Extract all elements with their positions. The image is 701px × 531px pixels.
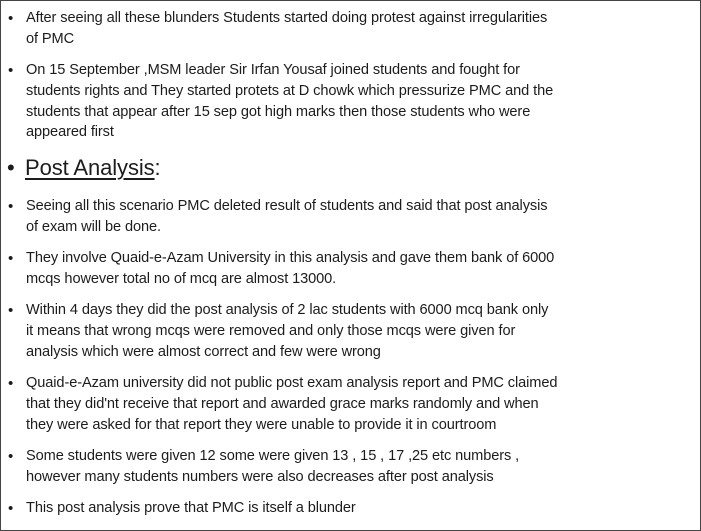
bullet-marker: • [8, 62, 14, 79]
bullet-text: After seeing all these blunders Students started doing protest against irregularities of PMC [26, 10, 548, 47]
heading-title: Post Analysis [25, 155, 155, 180]
heading-colon: : [154, 155, 161, 180]
bullet-text: They involve Quaid-e-Azam University in this analysis and gave them bank of 6000 mcqs however total no of mcq are almost 13000. [26, 250, 555, 287]
bullet-text: Seeing all this scenario PMC deleted result of students and said that post analysis of exam will be done. [26, 198, 548, 235]
bullet-marker: • [8, 500, 14, 517]
bullet-text: On 15 September ,MSM leader Sir Irfan Yousaf joined students and fought for students rights and They started protets at D chowk which pressurize PMC and the students that appear after 15 sep got high marks then those students who were appeared first [26, 62, 554, 141]
bullet-marker: • [7, 155, 15, 180]
heading-text [25, 153, 625, 183]
bullet-text: Some students were given 12 some were given 13 , 15 , 17 ,25 etc numbers , however many students numbers were also decreases after post analysis [26, 448, 520, 485]
bullet-marker: • [8, 250, 14, 267]
bullet-text: Within 4 days they did the post analysis of 2 lac students with 6000 mcq bank only it means that wrong mcqs were removed and only those mcqs were given for analysis which were almost correct and few were wrong [26, 302, 549, 360]
bullet-text: This post analysis prove that PMC is itself a blunder [26, 500, 356, 516]
bullet-marker: • [8, 198, 14, 215]
bullet-marker: • [8, 302, 14, 319]
bullet-marker: • [8, 375, 14, 392]
bullet-marker: • [8, 448, 14, 465]
bullet-marker: • [8, 10, 14, 27]
bullet-text: Quaid-e-Azam university did not public post exam analysis report and PMC claimed that they did'nt receive that report and awarded grace marks randomly and when they were asked for that report they were unable to provide it in courtroom [26, 375, 558, 433]
